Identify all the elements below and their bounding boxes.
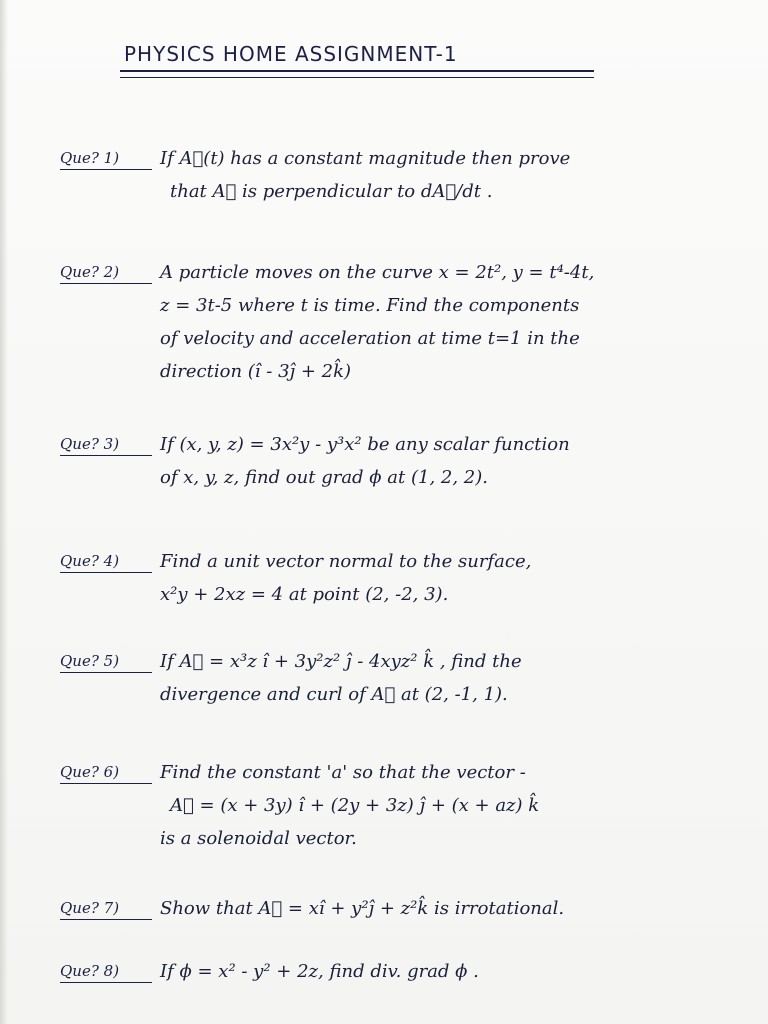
question-2	[60, 256, 750, 388]
question-text	[160, 428, 750, 494]
question-text	[160, 142, 750, 208]
question-text	[160, 256, 750, 388]
question-line: that A⃗ is perpendicular to dA⃗/dt .	[170, 181, 493, 202]
question-label: Que? 8)	[60, 960, 152, 983]
question-label: Que? 6)	[60, 761, 152, 784]
question-text	[160, 645, 750, 711]
question-4	[60, 545, 750, 611]
question-line: divergence and curl of A⃗ at (2, -1, 1).	[160, 684, 508, 705]
question-label: Que? 5)	[60, 650, 152, 673]
question-line: A⃗ = (x + 3y) î + (2y + 3z) ĵ + (x + az) k̂	[170, 795, 540, 816]
assignment-title: PHYSICS HOME ASSIGNMENT-1	[124, 42, 458, 66]
question-1	[60, 142, 750, 208]
title-underline	[120, 70, 594, 78]
question-line: z = 3t-5 where t is time. Find the components	[160, 295, 580, 316]
question-text	[160, 955, 750, 988]
question-line: If A⃗(t) has a constant magnitude then prove	[160, 148, 571, 169]
question-line: If ϕ = x² - y² + 2z, find div. grad ϕ .	[160, 961, 479, 982]
question-7	[60, 892, 750, 925]
page-edge-shadow	[0, 0, 8, 1024]
question-line: is a solenoidal vector.	[160, 828, 357, 849]
question-line: of velocity and acceleration at time t=1 in the	[160, 328, 580, 349]
question-3	[60, 428, 750, 494]
question-line: If A⃗ = x³z î + 3y²z² ĵ - 4xyz² k̂ , find the	[160, 651, 522, 672]
question-6	[60, 756, 750, 855]
question-label: Que? 1)	[60, 147, 152, 170]
question-8	[60, 955, 750, 988]
question-line: If (x, y, z) = 3x²y - y³x² be any scalar function	[160, 434, 570, 455]
question-text	[160, 545, 750, 611]
question-line: x²y + 2xz = 4 at point (2, -2, 3).	[160, 584, 449, 605]
question-label: Que? 2)	[60, 261, 152, 284]
question-line: Show that A⃗ = xî + y²ĵ + z²k̂ is irrotational.	[160, 898, 565, 919]
question-label: Que? 3)	[60, 433, 152, 456]
question-text	[160, 756, 750, 855]
question-line: Find a unit vector normal to the surface,	[160, 551, 532, 572]
question-line: Find the constant 'a' so that the vector -	[160, 762, 526, 783]
question-line: of x, y, z, find out grad ϕ at (1, 2, 2).	[160, 467, 488, 488]
question-label: Que? 7)	[60, 897, 152, 920]
question-text	[160, 892, 750, 925]
question-line: direction (î - 3ĵ + 2k̂)	[160, 361, 352, 382]
question-5	[60, 645, 750, 711]
question-label: Que? 4)	[60, 550, 152, 573]
question-line: A particle moves on the curve x = 2t², y = t⁴-4t,	[160, 262, 595, 283]
